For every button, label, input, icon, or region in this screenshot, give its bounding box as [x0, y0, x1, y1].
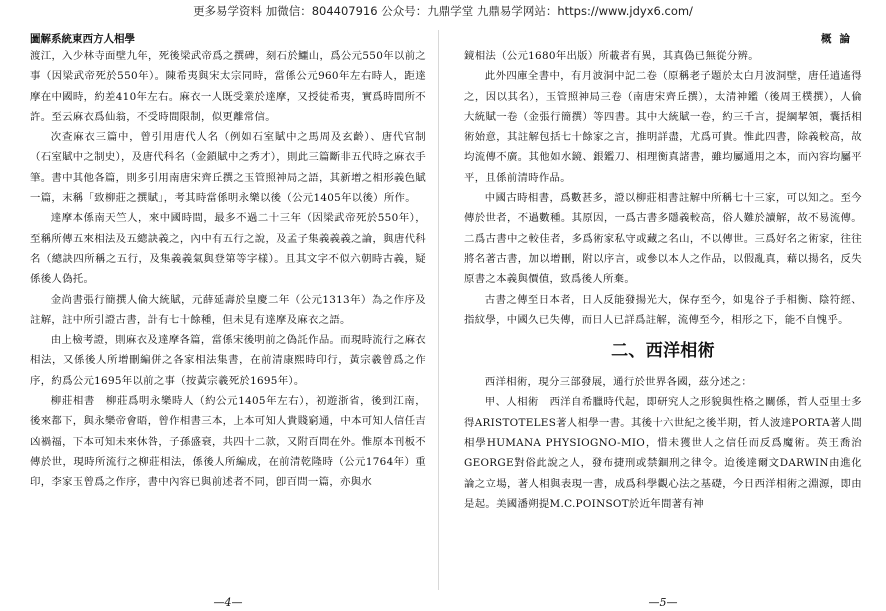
- page-number-left: —4—: [213, 596, 243, 609]
- watermark-banner: 更多易学资料 加微信：804407916 公众号：九鼎学堂 九鼎易学网站：https://www.jdyx6.com/: [193, 4, 693, 18]
- paragraph: 金尚書張行簡撰人倫大統賦，元薛延壽於皇慶二年（公元1313年）為之作序及註解，註中所引證古書，計有七十餘種，但未見有達摩及麻衣之語。: [30, 293, 426, 326]
- paragraph: 次查麻衣三篇中，曾引用唐代人名（例如石室賦中之馬周及玄齡）、唐代官制（石室賦中之制史），及唐代科名（金鎖賦中之秀才），則此三篇斷非五代時之麻衣手筆。書中其他各篇，則多引用南唐宋齊丘撰之玉管照神局之語，其新增之相形義色賦一篇，末稱「致柳莊之撰賦」，考其時當係明永樂以後（公元1405年以後）所作。: [30, 131, 426, 205]
- book-gutter: [438, 30, 439, 590]
- paragraph: 甲、人相術 西洋自希臘時代起，即研究人之形貌與性格之關係，哲人亞里士多得ARISTOTELES著人相學一書。其後十六世紀之後半期，哲人波達PORTA著人間相學HUMANA PHYSIOGNO-MIO，惜未獲世人之信任而反爲魔術。英王喬治GEORGE對俗此說之人，發布捷刑或禁錮刑之律令。迨後達爾文DARWIN由進化論之立場，著人相與表現一書，成爲科學觀心法之基礎，今日西洋相術之淵源，即由是起。美國潘朔提M.C.POINSOT於近年間著有神: [464, 396, 862, 510]
- paragraph: 古書之傳至日本者，日人反能發揚光大，保存至今，如鬼谷子手相衡、陰符經、指紋學，中國久已失傳，而日人已詳爲註解，流傳至今，相形之下，能不自愧乎。: [464, 293, 862, 326]
- running-head-right: 概論: [821, 33, 858, 45]
- paragraph: 西洋相術，現分三部發展，通行於世界各國，茲分述之：: [484, 376, 753, 389]
- left-page: [30, 22, 426, 611]
- right-page: [464, 22, 862, 611]
- paragraph: 達摩本係南天竺人，來中國時間，最多不過二十三年（因梁武帝死於550年），至稱所傳五來相法及五總訣義之，內中有五行之說，及孟子集義義義之論，與唐代科名（總訣四所稱之五行，及集義義氣與登第等字樣）。且其文字不似六朝時古義，疑係後人偽托。: [30, 212, 426, 286]
- paragraph: 柳莊相書 柳莊爲明永樂時人（約公元1405年左右），初遊浙省，後到江南，後來都下，與永樂帝會晤，曾作相書三本，上本可知人貴賤窮通，中本可知人信任吉凶禍福，下本可知未來休咎，子孫盛衰，共四十二款，又附百問在外。惟原本刊板不傳於世，現時所流行之柳莊相法，係後人所編成，在前清乾隆時（公元1764年）重印，李家玉曾爲之作序，書中內容已與前述者不同，卽百問一篇，亦與水: [30, 395, 426, 489]
- paragraph: 渡江，入少林寺面壁九年，死後梁武帝爲之撰碑，刻石於鱷山，爲公元550年以前之事（因梁武帝死於550年）。陳希夷與宋太宗同時，當係公元960年左右時人，距達摩在中國時，約差410年左右。麻衣一人既受業於達摩，又授徒希夷，實爲時間所不許。至云麻衣爲仙翁，不受時間限制，似更離常信。: [30, 50, 426, 123]
- paragraph: 此外四庫全書中，有月波洞中記二卷（原稱老子題於太白月波洞壁，唐任逍遙得之，因以其名），玉管照神局三卷（南唐宋齊丘撰），太清神鑑（後周王樸撰），人倫大統賦一卷（金張行簡撰）等四書。其中大統賦一卷，約三千言，提綱挈領，囊括相術始意，其註解包括七十餘家之言，推明詳盡，尤爲可貴。惟此四書，除義較高，故均流傳不廣。其他如水鏡、銀鑑刀、相理衡真諸書，雖均屬通用之本，而內容均屬平平，且係前清時作品。: [464, 70, 862, 184]
- running-head-left: 圖解系統東西方人相學: [30, 33, 135, 45]
- right-page-body: [464, 46, 862, 514]
- paragraph: 鏡相法（公元1680年出版）所載者有異，其真偽已無從分辨。: [464, 50, 759, 62]
- page-number-right: —5—: [648, 596, 678, 609]
- paragraph: 中國古時相書，爲數甚多，證以柳莊相書註解中所稱七十三家，可以知之。至今傳於世者，不過數種。其原因，一爲古書多隱義較高，俗人難於讀解，故不易流傳。二爲古書中之較佳者，多爲術家私守或藏之名山，不以傳世。三爲好名之術家，往往將名著古書，加以增刪，附以序言，或參以本人之作品，以假亂真，藉以揚名，反失原書之本義與價值，致爲後人所棄。: [464, 192, 862, 286]
- section-title: 二、西洋相術: [611, 341, 715, 362]
- paragraph: 由上檢考證，則麻衣及達摩各篇，當係宋後明前之偽託作品。而現時流行之麻衣相法，又係後人所增刪編併之各家相法集書，在前清康熙時印行，黃宗羲曾爲之作序，約爲公元1695年以前之事（按黃宗羲死於1695年）。: [30, 334, 426, 387]
- left-page-body: [30, 46, 426, 493]
